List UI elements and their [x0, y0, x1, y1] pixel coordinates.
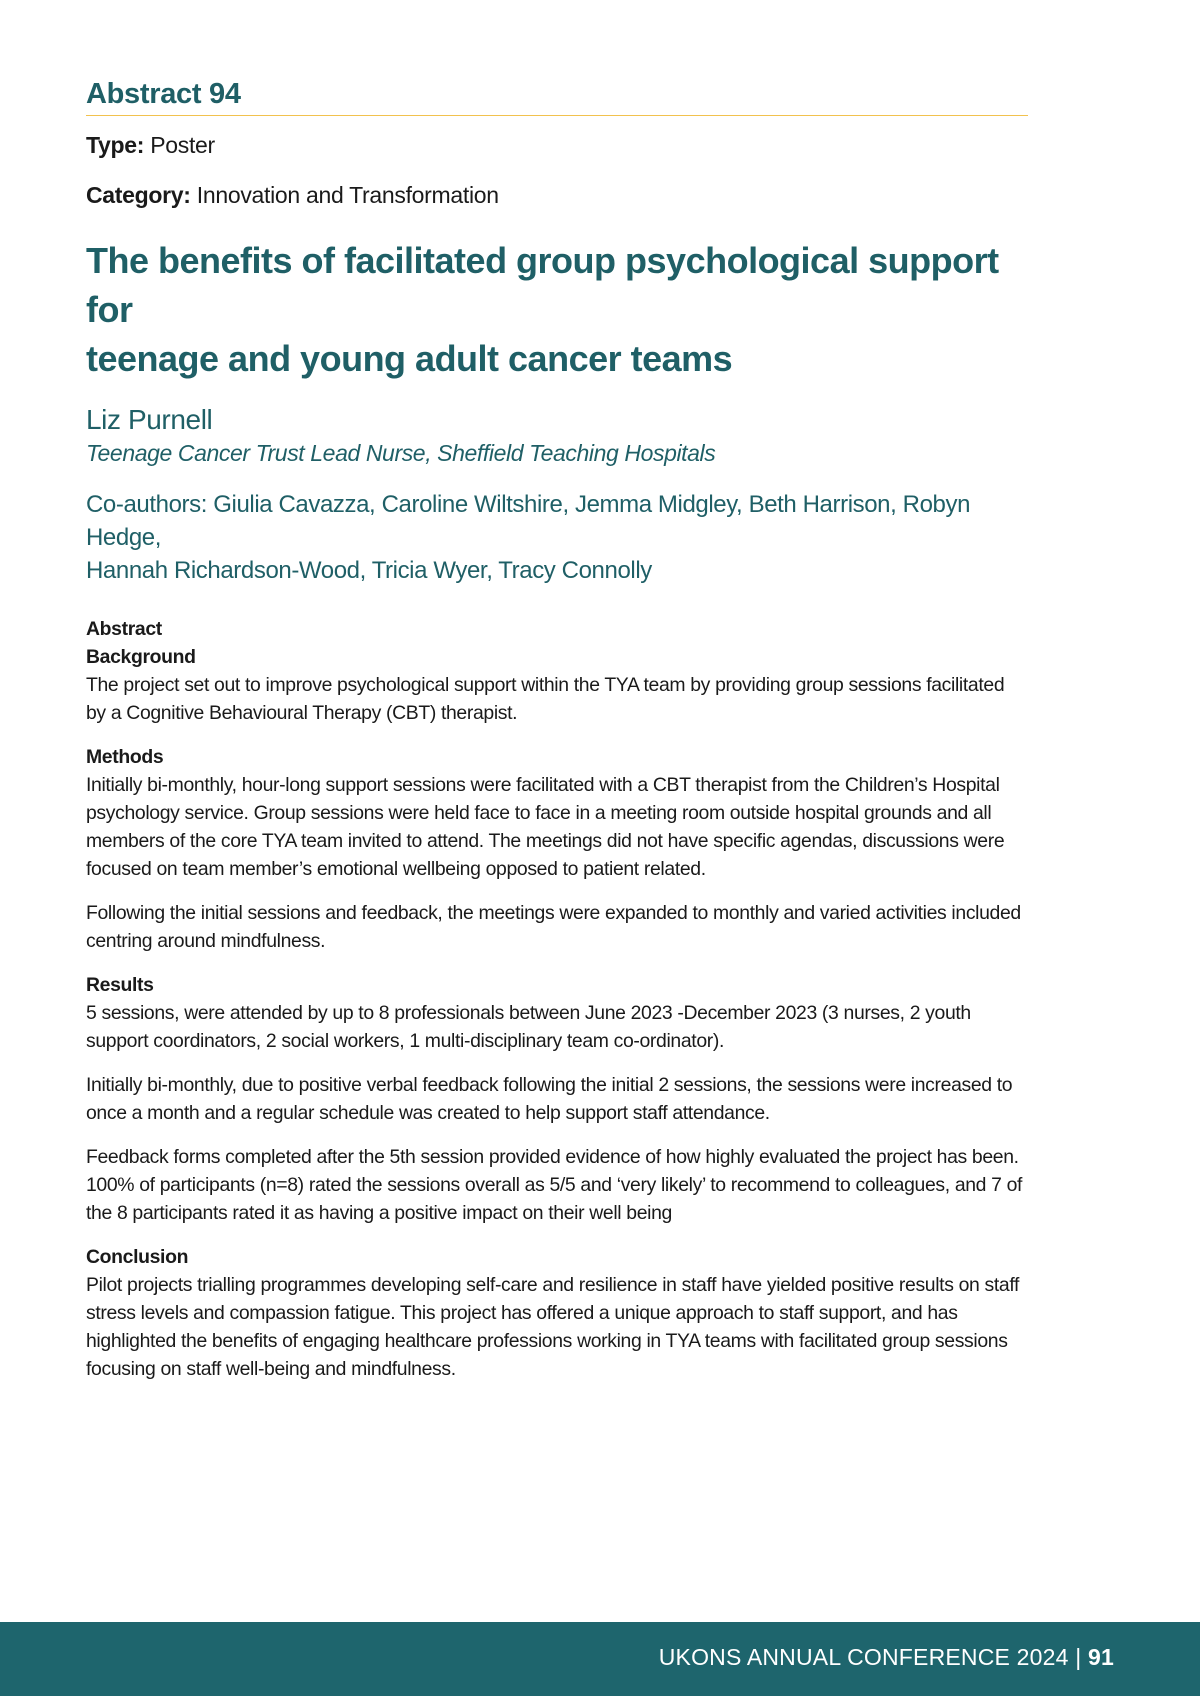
coauthors — [86, 488, 1028, 587]
results-paragraph-1: 5 sessions, were attended by up to 8 professionals between June 2023 -December 2023 (3 nurses, 2 youth support coordinators, 2 social workers, 1 multi-disciplinary team co-ordinator). — [86, 1001, 971, 1052]
abstract-title — [86, 236, 1028, 383]
conclusion-paragraph: Pilot projects trialling programmes developing self-care and resilience in staff have yielded positive results on staff stress levels and compassion fatigue. This project has offered a unique approach to staff support, and has highlighted the benefits of engaging healthcare professions working in TYA teams with facilitated group sessions focusing on staff well-being and mindfulness. — [86, 1273, 1020, 1380]
page-footer — [0, 1622, 1200, 1696]
conclusion-heading: Conclusion — [86, 1245, 189, 1268]
coauthors-line-1: Co-authors: Giulia Cavazza, Caroline Wiltshire, Jemma Midgley, Beth Harrison, Robyn Hedge, — [86, 490, 971, 551]
results-heading: Results — [86, 973, 154, 996]
results-paragraph-2: Initially bi-monthly, due to positive verbal feedback following the initial 2 sessions, the sessions were increased to once a month and a regular schedule was created to help support staff attendance. — [86, 1073, 1013, 1124]
footer-separator: | — [1075, 1644, 1082, 1670]
type-line — [86, 132, 1028, 160]
type-label: Type: — [86, 132, 145, 159]
category-label: Category: — [86, 181, 191, 208]
methods-paragraph-1: Initially bi-monthly, hour-long support sessions were facilitated with a CBT therapist from the Children’s Hospital psychology service. Group sessions were held face to face in a meeting room outside hospital grounds and all members of the core TYA team invited to attend. The meetings did not have specific agendas, discussions were focused on team member’s emotional wellbeing opposed to patient related. — [86, 773, 1005, 880]
methods-paragraph-2: Following the initial sessions and feedback, the meetings were expanded to monthly and varied activities included centring around mindfulness. — [86, 901, 1021, 952]
category-value: Innovation and Transformation — [196, 181, 499, 208]
abstract-body — [86, 615, 1028, 1383]
conference-name: UKONS ANNUAL CONFERENCE 2024 — [658, 1644, 1069, 1670]
background-heading: Background — [86, 645, 196, 668]
results-paragraph-3: Feedback forms completed after the 5th session provided evidence of how highly evaluated the project has been. 100% of participants (n=8) rated the sessions overall as 5/5 and ‘very likely’ to recommend to colleagues, and 7 of the 8 participants rated it as having a positive impact on their well being — [86, 1145, 1023, 1224]
type-value: Poster — [150, 132, 215, 159]
author-affiliation: Teenage Cancer Trust Lead Nurse, Sheffield Teaching Hospitals — [86, 440, 716, 467]
footer-text — [659, 1644, 1114, 1671]
category-line — [86, 182, 1028, 210]
title-line-2: teenage and young adult cancer teams — [86, 337, 733, 379]
page-number: 91 — [1088, 1644, 1114, 1670]
methods-heading: Methods — [86, 745, 164, 768]
abstract-page — [86, 78, 1028, 1383]
abstract-heading: Abstract — [86, 617, 162, 640]
background-paragraph: The project set out to improve psychological support within the TYA team by providing group sessions facilitated by a Cognitive Behavioural Therapy (CBT) therapist. — [86, 673, 1005, 724]
title-line-1: The benefits of facilitated group psychological support for — [86, 239, 999, 330]
coauthors-line-2: Hannah Richardson-Wood, Tricia Wyer, Tracy Connolly — [86, 556, 652, 584]
author-name: Liz Purnell — [86, 403, 213, 435]
abstract-number: Abstract 94 — [86, 78, 1028, 116]
